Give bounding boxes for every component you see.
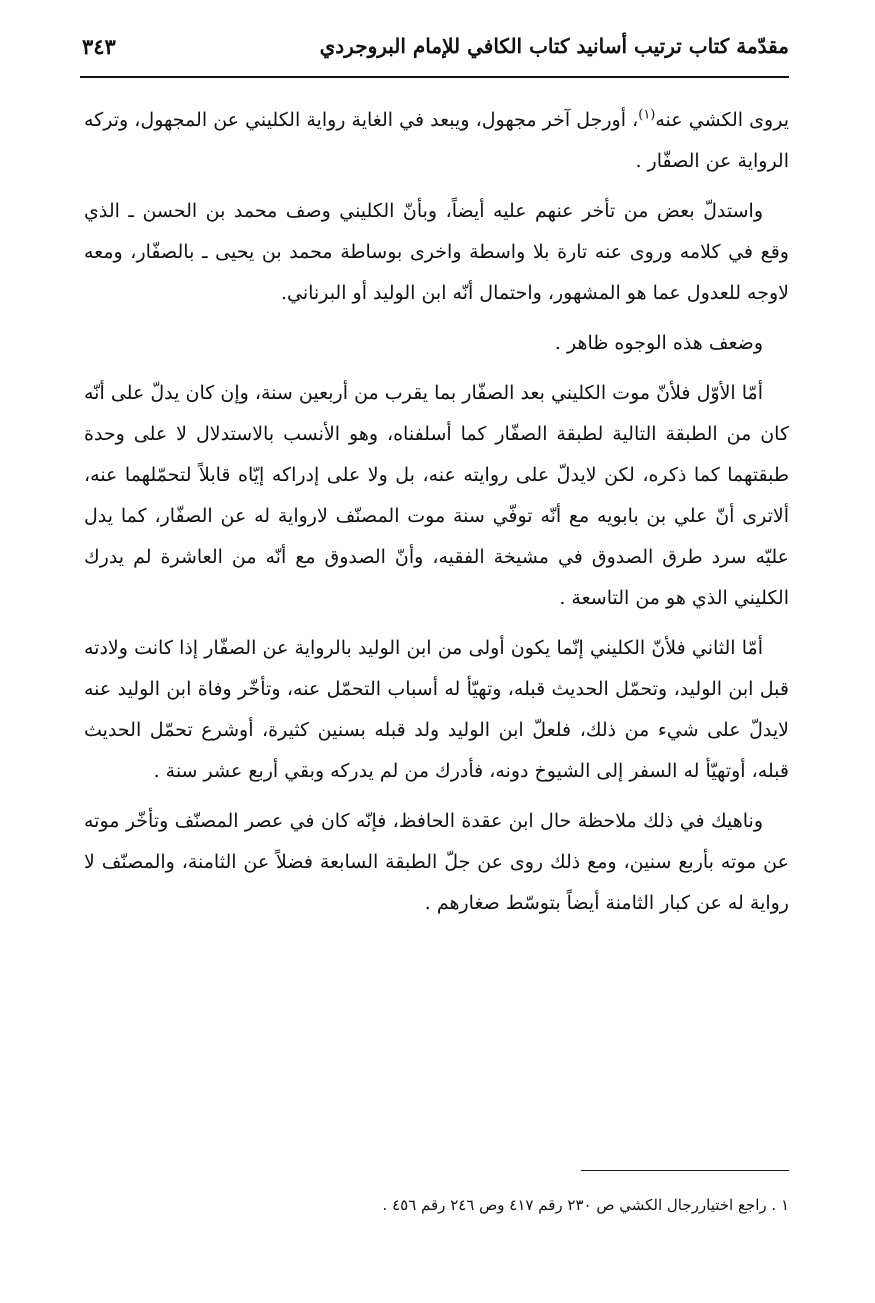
footnote-reference: (١) [638,107,656,123]
paragraph-5: أمّا الثاني فلأنّ الكليني إنّما يكون أولى من ابن الوليد بالرواية عن الصفّار إذا كانت ولادته قبل ابن الوليد، وتحمّل الحديث قبله، وتهيّأ له أسباب التحمّل عنه، وتأخّر وفاة ابن الوليد عنه لايدلّ على شيء من ذلك، فلعلّ ابن الوليد ولد قبله بسنين كثيرة، أوشرع تحمّل الحديث قبله، أوتهيّأ له السفر إلى الشيوخ دونه، فأدرك من لم يدركه وبقي أربع عشر سنة . [84,637,789,782]
paragraph-1 [84,100,789,182]
page-number: ٣٤٣ [82,34,116,59]
paragraph-6: وناهيك في ذلك ملاحظة حال ابن عقدة الحافظ، فإنّه كان في عصر المصنّف وتأخّر موته عن موته بأربع سنين، ومع ذلك روى عن جلّ الطبقة السابعة فضلاً عن الثامنة، والمصنّف لا رواية له عن كبار الثامنة أيضاً بتوسّط صغارهم . [84,810,789,914]
footnote-divider [581,1170,789,1171]
paragraph-1-start: يروى الكشي عنه [655,109,789,131]
paragraph-1-rest: ، أورجل آخر مجهول، ويبعد في الغاية رواية الكليني عن المجهول، وتركه الرواية عن الصفّار . [84,109,789,172]
body-text [84,100,789,933]
running-header [80,30,789,78]
paragraph-2: واستدلّ بعض من تأخر عنهم عليه أيضاً، وبأنّ الكليني وصف محمد بن الحسن ـ الذي وقع في كلامه وروى عنه تارة بلا واسطة واخرى بوساطة محمد بن يحيى ـ بالصفّار، ومعه لاوجه للعدول عما هو المشهور، واحتمال أنّه ابن الوليد أو البرناني. [84,200,789,304]
footnote: ١ . راجع اختياررجال الكشي ص ٢٣٠ رقم ٤١٧ وص ٢٤٦ رقم ٤٥٦ . [382,1196,789,1214]
paragraph-4: أمّا الأوّل فلأنّ موت الكليني بعد الصفّار بما يقرب من أربعين سنة، وإن كان يدلّ على أنّه كان من الطبقة التالية لطبقة الصفّار كما أسلفناه، وهو الأنسب بالاستدلال لا على وحدة طبقتهما كما ذكره، لكن لايدلّ على روايته عنه، بل ولا على إدراكه إيّاه قابلاً لتحمّلهما عنه، ألاترى أنّ علي بن بابويه مع أنّه توفّي سنة موت المصنّف لارواية له عن الصفّار، كما يدل عليّه سرد طرق الصدوق في مشيخة الفقيه، وأنّ الصدوق مع أنّه من العاشرة لم يدرك الكليني الذي هو من التاسعة . [84,382,789,609]
paragraph-3: وضعف هذه الوجوه ظاهر . [554,332,763,354]
running-title: مقدّمة كتاب ترتيب أسانيد كتاب الكافي للإمام البروجردي [319,34,789,58]
